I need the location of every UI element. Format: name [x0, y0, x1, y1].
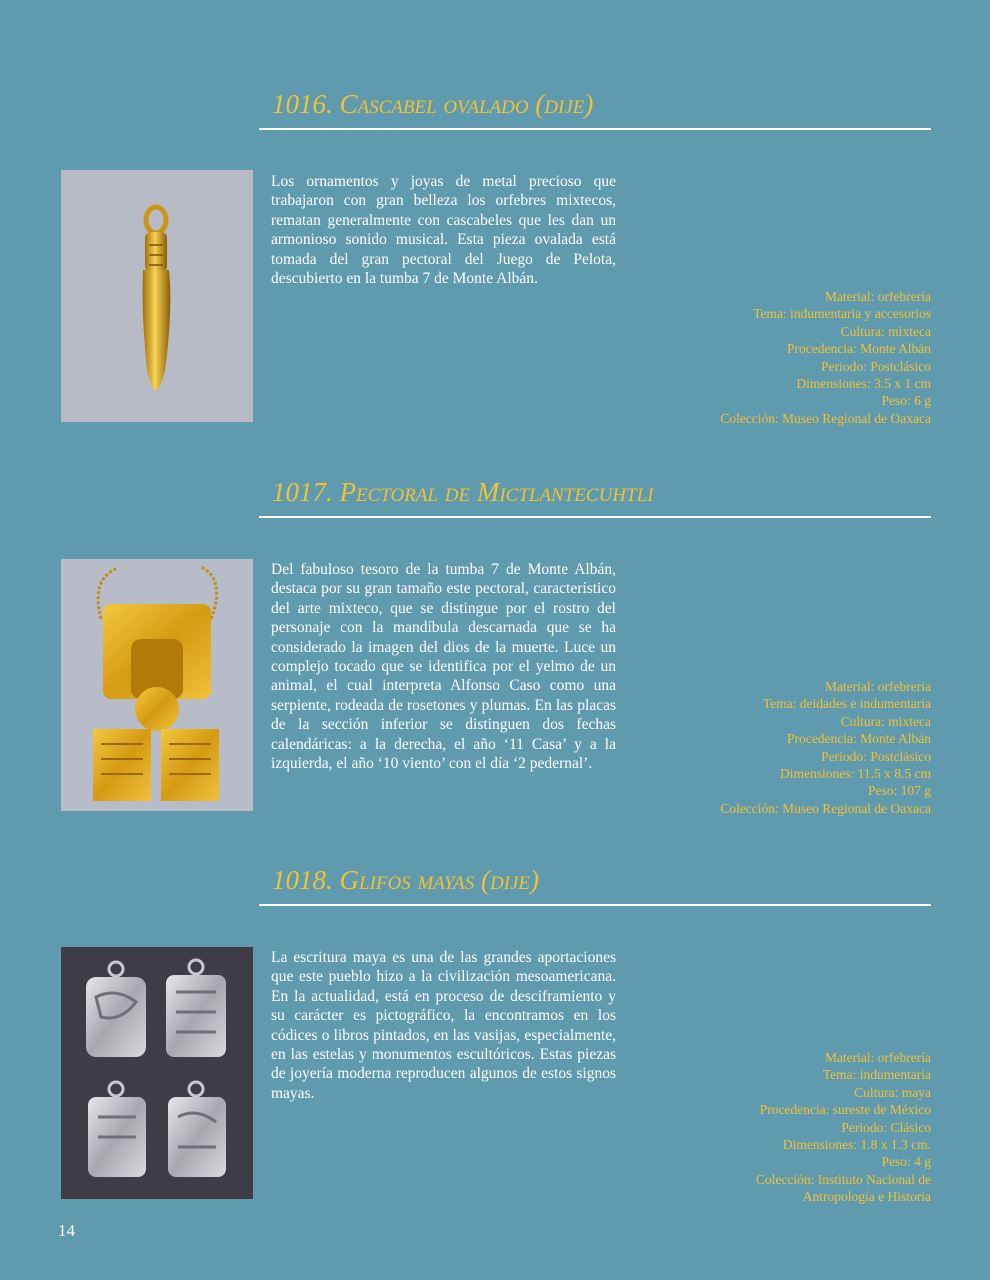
meta-tema: Tema: indumentaria — [822, 1067, 931, 1083]
entry-title: 1017. Pectoral de Mictlantecuhtli — [272, 477, 654, 507]
pectoral-photo — [61, 559, 253, 811]
meta-periodo: Periodo: Clásico — [841, 1119, 931, 1135]
meta-coleccion-cont: Antropología e Historia — [802, 1189, 931, 1205]
meta-dimensiones: Dimensiones: 3.5 x 1 cm — [796, 376, 931, 392]
meta-peso: Peso: 6 g — [881, 393, 931, 409]
entry-metadata — [601, 288, 931, 427]
meta-coleccion: Colección: Museo Regional de Oaxaca — [720, 410, 931, 426]
meta-dimensiones: Dimensiones: 11.5 x 8.5 cm — [780, 766, 931, 782]
meta-material: Material: orfebrería — [824, 1050, 931, 1065]
meta-periodo: Periodo: Postclásico — [821, 748, 931, 764]
entry-description: La escritura maya es una de las grandes aportaciones que este pueblo hizo a la civilización mesoamericana. En la actualidad, está en proceso de desciframiento y su carácter es pictográfico, la encontramos en los códices o libros pintados, en las vasijas, especialmente, en las estelas y monumentos escultóricos. Estas piezas de joyería moderna reproducen algunos de estos signos mayas. — [271, 949, 616, 1102]
entry-metadata — [601, 1049, 931, 1206]
page-number: 14 — [58, 1221, 75, 1240]
entry-description: Los ornamentos y joyas de metal precioso que trabajaron con gran belleza los orfebres mixtecos, rematan generalmente con cascabeles que les dan un armonioso sonido musical. Esta pieza ovalada está tomada del gran pectoral del Juego de Pelota, descubierto en la tumba 7 de Monte Albán. — [271, 173, 616, 288]
meta-material: Material: orfebrería — [824, 679, 931, 694]
meta-peso: Peso: 4 g — [881, 1154, 931, 1170]
gold-oval-bell-image — [61, 170, 253, 422]
meta-cultura: Cultura: mixteca — [840, 713, 931, 729]
entry-description: Del fabuloso tesoro de la tumba 7 de Monte Albán, destaca por su gran tamaño este pectoral, característico del arte mixteco, que se distingue por el rostro del personaje con la mandíbula descarnada que se ha considerado la imagen del dios de la muerte. Luce un complejo tocado que se identifica por el yelmo de un animal, el cual interpreta Alfonso Caso como una serpiente, rodeada de rosetones y plumas. En las placas de la sección inferior se distinguen dos fechas calendáricas: a la derecha, el año ‘11 Casa’ y a la izquierda, el año ‘10 viento’ con el día ‘2 pedernal’. — [271, 561, 616, 773]
entry-title: 1016. Cascabel ovalado (dije) — [272, 89, 594, 119]
maya-glyphs-photo — [61, 947, 253, 1199]
meta-procedencia: Procedencia: Monte Albán — [787, 731, 931, 747]
pendant-bell-photo — [61, 170, 253, 422]
meta-dimensiones: Dimensiones: 1.8 x 1.3 cm. — [782, 1137, 931, 1153]
meta-coleccion: Colección: Instituto Nacional de — [755, 1171, 931, 1187]
title-divider — [259, 904, 931, 906]
meta-tema: Tema: deidades e indumentaria — [762, 696, 931, 712]
title-divider — [259, 516, 931, 518]
meta-procedencia: Procedencia: sureste de México — [759, 1102, 931, 1118]
entry-title: 1018. Glifos mayas (dije) — [272, 865, 540, 895]
meta-cultura: Cultura: mixteca — [840, 323, 931, 339]
meta-tema: Tema: indumentaria y accesorios — [753, 306, 931, 322]
meta-coleccion: Colección: Museo Regional de Oaxaca — [720, 800, 931, 816]
gold-pectoral-image — [61, 559, 253, 811]
silver-glyph-pendants-image — [61, 947, 253, 1199]
meta-procedencia: Procedencia: Monte Albán — [787, 341, 931, 357]
meta-periodo: Periodo: Postclásico — [821, 358, 931, 374]
meta-peso: Peso: 107 g — [867, 783, 931, 799]
entry-metadata — [601, 678, 931, 817]
meta-cultura: Cultura: maya — [854, 1084, 931, 1100]
title-divider — [259, 128, 931, 130]
meta-material: Material: orfebrería — [824, 289, 931, 304]
